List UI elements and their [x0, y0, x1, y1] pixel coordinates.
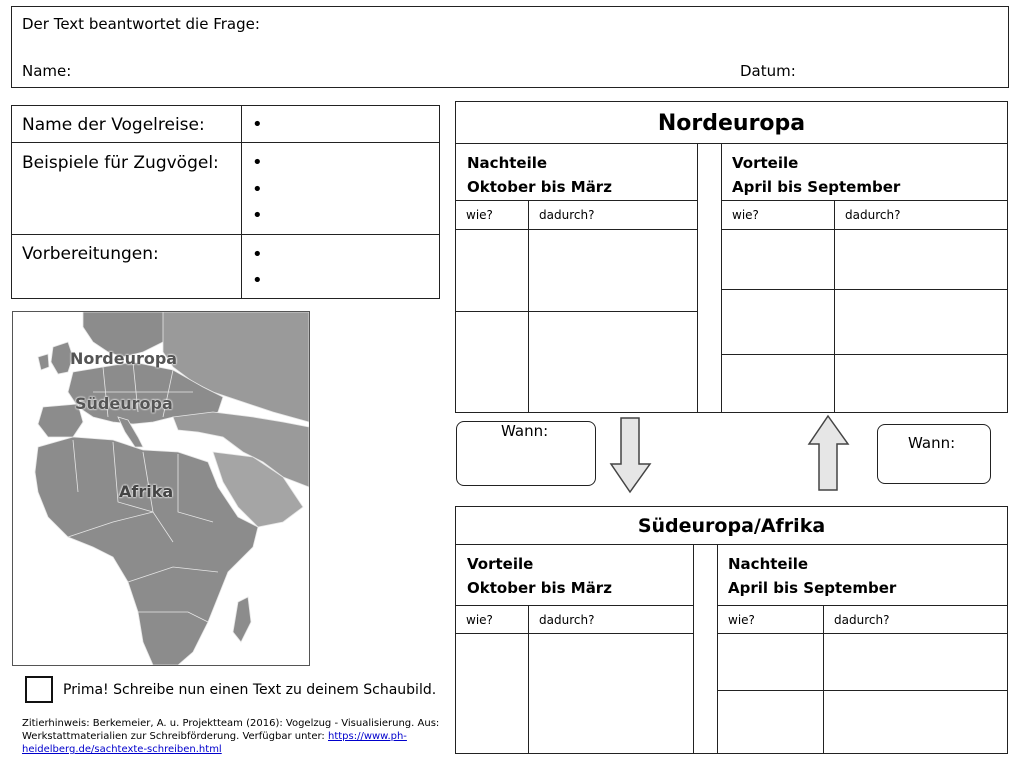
wann-right-box	[877, 424, 991, 484]
name-label: Name:	[22, 62, 72, 80]
wann-left-box	[456, 421, 596, 486]
north-right-col-wie: wie?	[732, 208, 759, 222]
bullet: •	[252, 270, 263, 291]
arrow-down-icon	[609, 416, 653, 496]
north-left-col-wie: wie?	[466, 208, 493, 222]
south-left-line2: Oktober bis März	[467, 579, 612, 597]
citation-line3-wrap	[22, 743, 442, 756]
citation	[22, 717, 442, 756]
south-right-heading	[728, 552, 896, 600]
map	[12, 311, 310, 666]
row-label-name: Name der Vogelreise:	[22, 115, 205, 135]
task-checkbox[interactable]	[25, 676, 53, 703]
north-right-line2: April bis September	[732, 178, 901, 196]
date-label: Datum:	[740, 62, 796, 80]
wann-right-label: Wann:	[908, 434, 956, 452]
header-box	[11, 6, 1009, 88]
citation-link-part2[interactable]: heidelberg.de/sachtexte-schreiben.html	[22, 744, 222, 755]
info-table	[11, 105, 440, 299]
north-left-heading	[467, 151, 612, 199]
south-left-col-dadurch: dadurch?	[539, 613, 595, 627]
south-right-line1: Nachteile	[728, 555, 809, 573]
bullet: •	[252, 205, 263, 226]
north-right-heading	[732, 151, 900, 199]
north-left-col-dadurch: dadurch?	[539, 208, 595, 222]
north-right-line1: Vorteile	[732, 154, 799, 172]
south-left-col-wie: wie?	[466, 613, 493, 627]
south-table	[455, 506, 1008, 754]
north-table	[455, 101, 1008, 413]
task-text: Prima! Schreibe nun einen Text zu deinem Schaubild.	[63, 682, 437, 698]
map-label-north: Nordeuropa	[70, 349, 178, 368]
south-table-title: Südeuropa/Afrika	[637, 515, 826, 537]
wann-left-label: Wann:	[501, 422, 549, 440]
north-table-title: Nordeuropa	[657, 111, 806, 136]
north-right-col-dadurch: dadurch?	[845, 208, 901, 222]
citation-line2-wrap	[22, 730, 442, 743]
question-label: Der Text beantwortet die Frage:	[22, 15, 260, 33]
north-left-line1: Nachteile	[467, 154, 548, 172]
bullet: •	[252, 244, 263, 265]
citation-link-part1[interactable]: https://www.ph-	[327, 731, 407, 742]
north-left-line2: Oktober bis März	[467, 178, 612, 196]
row-label-preparations: Vorbereitungen:	[22, 244, 159, 264]
map-label-africa: Afrika	[119, 482, 174, 501]
bullet: •	[252, 152, 263, 173]
south-left-line1: Vorteile	[467, 555, 534, 573]
row-label-examples: Beispiele für Zugvögel:	[22, 153, 219, 173]
citation-line1: Zitierhinweis: Berkemeier, A. u. Projektteam (2016): Vogelzug - Visualisierung. Aus:	[22, 718, 440, 729]
citation-line2: Werkstattmaterialien zur Schreibförderung. Verfügbar unter:	[22, 731, 328, 742]
arrow-up-icon	[807, 414, 851, 494]
map-label-south: Südeuropa	[75, 394, 173, 413]
bullet: •	[252, 114, 263, 135]
south-right-col-dadurch: dadurch?	[834, 613, 890, 627]
bullet: •	[252, 179, 263, 200]
south-right-line2: April bis September	[728, 579, 897, 597]
south-left-heading	[467, 552, 612, 600]
south-right-col-wie: wie?	[728, 613, 755, 627]
